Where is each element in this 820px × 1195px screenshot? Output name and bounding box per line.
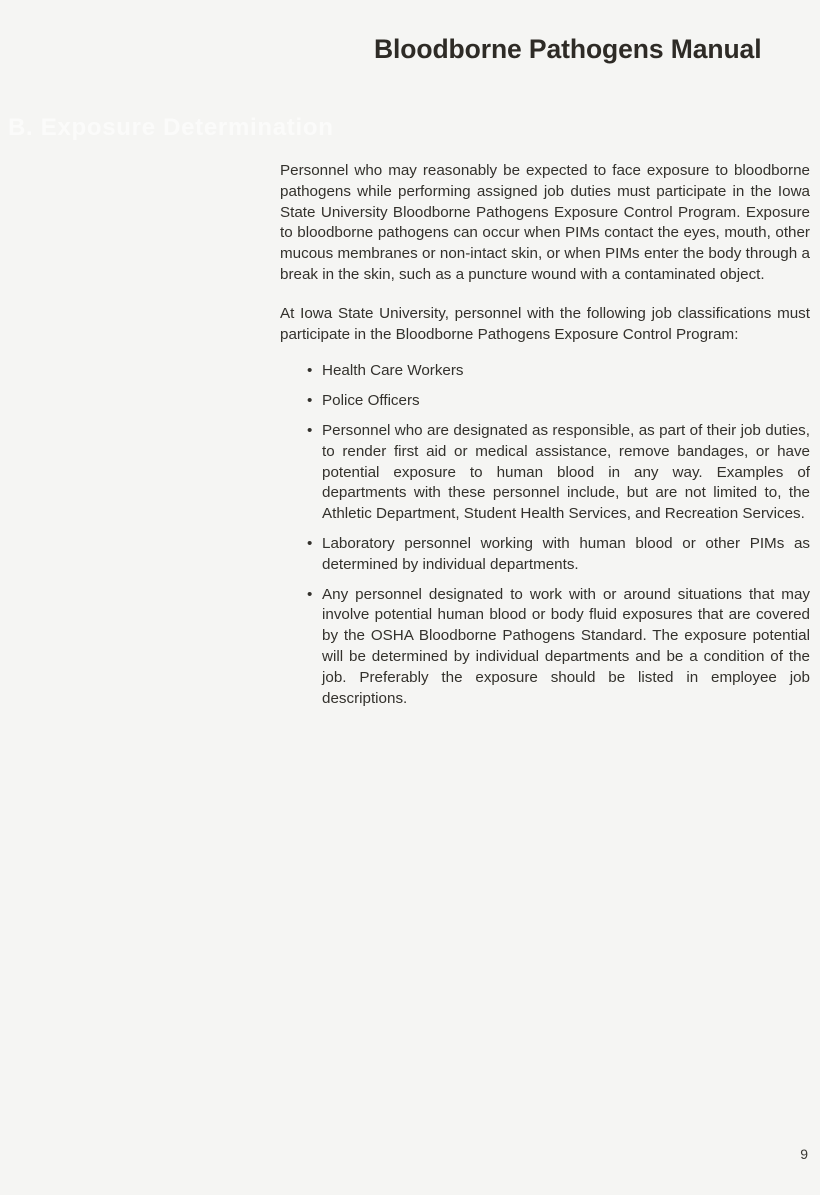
bullet-marker-icon: •: [307, 392, 313, 410]
list-item: [280, 361, 810, 382]
bullet-marker-icon: •: [307, 362, 313, 380]
document-title: Bloodborne Pathogens Manual: [374, 34, 762, 64]
list-item: [280, 421, 810, 525]
paragraph-exposure-overview: Personnel who may reasonably be expected to face exposure to bloodborne pathogens while performing assigned job duties must participate in the Iowa State University Bloodborne Pathogens Exposure Control Program. Exposure to bloodborne pathogens can occur when PIMs contact the eyes, mouth, other mucous membranes or non-intact skin, or when PIMs enter the body through a break in the skin, such as a puncture wound with a contaminated object.: [280, 162, 810, 283]
body-content: [280, 161, 810, 709]
list-item: [280, 534, 810, 576]
list-item-text: Health Care Workers: [322, 362, 464, 380]
list-item-text: Laboratory personnel working with human blood or other PIMs as determined by individual departments.: [322, 534, 810, 573]
section-heading: B. Exposure Determination: [8, 114, 334, 141]
page-number: 9: [800, 1146, 808, 1162]
list-item: [280, 585, 810, 710]
list-item-text: Personnel who are designated as responsible, as part of their job duties, to render first aid or medical assistance, remove bandages, or have potential exposure to human blood in any way. Examples of departments with these personnel include, but are not limited to, the Athletic Department, Student Health Services, and Recreation Services.: [322, 421, 810, 523]
bullet-marker-icon: •: [307, 421, 313, 439]
list-item-text: Any personnel designated to work with or around situations that may involve potential human blood or body fluid exposures that are covered by the OSHA Bloodborne Pathogens Standard. The exposure potential will be determined by individual departments and be a condition of the job. Preferably the exposure should be listed in employee job descriptions.: [322, 585, 810, 707]
bullet-marker-icon: •: [307, 585, 313, 603]
list-item-text: Police Officers: [322, 392, 420, 410]
job-classification-list: [280, 361, 810, 709]
list-item: [280, 391, 810, 412]
paragraph-job-classifications-intro: At Iowa State University, personnel with the following job classifications must participate in the Bloodborne Pathogens Exposure Control Program:: [280, 304, 810, 343]
bullet-marker-icon: •: [307, 534, 313, 552]
